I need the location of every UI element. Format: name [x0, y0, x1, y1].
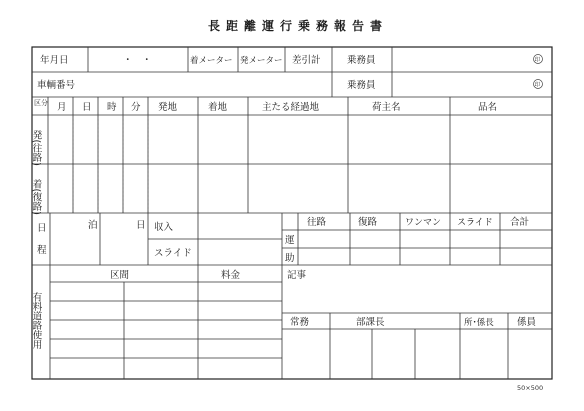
slide-label: スライド: [154, 248, 192, 259]
item-label: 品名: [478, 102, 498, 113]
fare-slide-label: スライド: [457, 218, 493, 228]
driver-label: 運: [285, 235, 295, 246]
crew-label-2: 乗務員: [347, 80, 376, 91]
days-label: 日: [136, 220, 146, 231]
return-label: 復路: [358, 217, 378, 228]
seal-mark-1: 印: [534, 57, 541, 64]
stamp-regular-label: 常務: [290, 317, 310, 328]
notes-label: 記事: [287, 270, 307, 281]
stamp-manager-label: 部課長: [356, 317, 385, 328]
arrival-place-label: 着地: [208, 102, 228, 113]
crew-label-1: 乗務員: [347, 55, 376, 66]
day-label: 日: [82, 102, 92, 113]
depart-row-label: 発(往路): [30, 130, 42, 166]
stamp-chief-label: 所･係長: [464, 318, 494, 328]
arrive-meter-label: 着メーター: [190, 56, 233, 66]
departure-place-label: 発地: [158, 102, 178, 113]
nights-label: 泊: [88, 220, 98, 231]
outbound-label: 往路: [307, 217, 327, 228]
minute-label: 分: [131, 102, 141, 113]
one-man-label: ワンマン: [405, 218, 442, 228]
shipper-label: 荷主名: [372, 102, 401, 113]
month-label: 月: [57, 102, 67, 113]
total-label: 合計: [510, 217, 530, 228]
arrive-row-label: 着(復路): [30, 179, 42, 215]
footer-code: 50×500: [517, 384, 544, 392]
difference-label: 差引計: [292, 55, 321, 66]
stamp-clerk-label: 係員: [517, 317, 537, 328]
seal-mark-2: 印: [534, 82, 541, 89]
toll-label: 有料道路使用: [30, 292, 42, 349]
date-value[interactable]: ・ ・: [123, 55, 152, 66]
assistant-label: 助: [285, 253, 295, 264]
toll-fee-label: 料金: [221, 270, 241, 281]
vehicle-number-label: 車輌番号: [37, 80, 76, 91]
toll-section-label: 区間: [110, 270, 130, 281]
income-label: 収入: [154, 222, 174, 233]
form-title: 長距離運行乗務報告書: [207, 19, 388, 33]
date-label: 年月日: [40, 55, 69, 66]
via-label: 主たる経過地: [262, 102, 320, 113]
section-label: 区分: [34, 99, 48, 107]
schedule-label-1: 日: [37, 223, 47, 234]
depart-meter-label: 発メーター: [240, 56, 283, 66]
schedule-label-2: 程: [37, 245, 47, 256]
hour-label: 時: [107, 102, 117, 113]
